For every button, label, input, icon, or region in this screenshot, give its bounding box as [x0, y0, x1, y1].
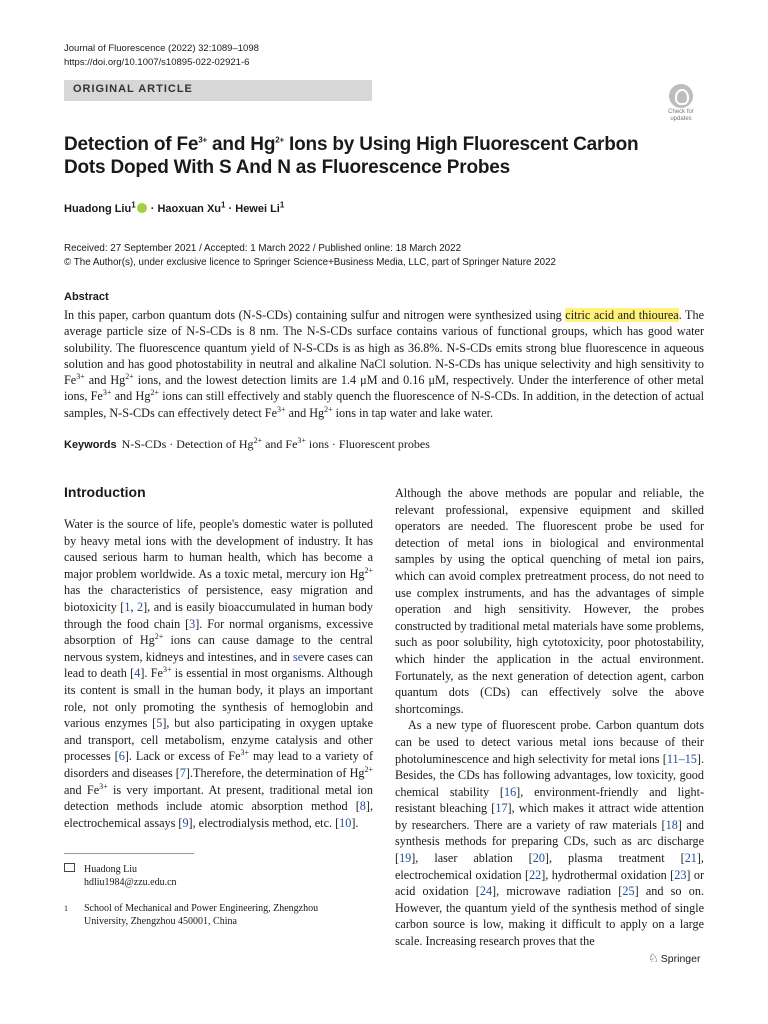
journal-citation: Journal of Fluorescence (2022) 32:1089–1098	[64, 43, 259, 54]
citation-link[interactable]: 11–15	[666, 751, 697, 766]
doi-link[interactable]: https://doi.org/10.1007/s10895-022-02921-6	[64, 57, 250, 68]
abstract-run: ions in tap water and lake water.	[332, 405, 494, 420]
springer-horse-icon: ♘	[648, 951, 659, 965]
publication-history	[64, 242, 556, 270]
body-column-left	[64, 516, 373, 831]
citation-link[interactable]: 5	[156, 716, 163, 731]
citation-link[interactable]: 6	[118, 749, 125, 764]
citation-link[interactable]: 7	[179, 765, 186, 780]
section-heading-introduction: Introduction	[64, 484, 146, 500]
citation-link[interactable]: 17	[495, 801, 508, 816]
history-dates: Received: 27 September 2021 / Accepted: 1 March 2022 / Published online: 18 March 2022	[64, 243, 462, 254]
citation-link[interactable]: 20	[532, 851, 545, 866]
abstract-run: In this paper, carbon quantum dots (N-S-CDs) containing sulfur and nitrogen were synthesized using	[64, 308, 566, 322]
affiliation-line: University, Zhengzhou 450001, China	[84, 916, 237, 927]
citation-link[interactable]: 4	[134, 666, 141, 681]
abstract-run: and Hg	[84, 373, 126, 388]
body-column-right	[395, 485, 704, 950]
check-for-updates-badge[interactable]	[660, 84, 702, 126]
keyword-run: ions · Fluorescent probes	[305, 437, 430, 451]
paragraph: As a new type of fluorescent probe. Carbon quantum dots can be used to detect various metal ions because of their photoluminescence and high selectivity for metal ions [11–15]. Besides, the CDs has following advantages, low toxicity, good chemical stability [16], environment-friendly and light-resistant bleaching [17], which makes it attract wide attention by researchers. There are a variety of raw materials [18] and synthesis methods for preparing CDs, such as arc discharge [19], laser ablation [20], plasma treatment [21], electrochemical oxidation [22], hydrothermal oxidation [23] or acid oxidation [24], microwave radiation [25] and so on. However, the quantum yield of the synthesis method of single carbon source is low, making it difficult to apply on a large scale. Increasing research proves that the	[395, 718, 705, 949]
citation-link[interactable]: 25	[622, 884, 635, 899]
footnote-divider	[64, 853, 194, 854]
journal-info	[64, 42, 259, 70]
citation-link[interactable]: 1	[124, 599, 131, 614]
envelope-icon	[64, 863, 75, 872]
affiliation-line: School of Mechanical and Power Engineering, Zhengzhou	[84, 903, 319, 914]
highlighted-text[interactable]: citric acid and thiourea	[565, 308, 679, 322]
ion-charge: 2+	[253, 436, 263, 445]
title-text: Ions by Using High Fluorescent Carbon Dots Doped With S And N as Fluorescence Probes	[64, 134, 639, 178]
publisher-name: Springer	[660, 953, 701, 965]
paragraph: Water is the source of life, people's domestic water is polluted by heavy metal ions with the development of industry. It has caused serious harm to human health, which has become a major problem worldwide. As a toxic metal, mercury ion $Hg^{2+}$ has the characteristics of persistence, easy migration and biotoxicity [1, 2], and is easily bioaccumulated in human body through the food chain [3]. For normal organisms, excessive absorption of $Hg^{2+}$ ions can cause damage to the central nervous system, kidneys and intestines, and in severe cases can lead to death [4]. $Fe^{3+}$ is essential in most organisms. Although its content is small in the human body, it plays an important role, not only promoting the synthesis of hemoglobin and various enzymes [5], but also participating in oxygen uptake and transport, cell metabolism, enzyme catalysis and other processes [6]. Lack or excess of $Fe^{3+}$ may lead to a variety of disorders and diseases [7].Therefore, the determination of $Hg^{2+}$ and $Fe^{3+}$ is very important. At present, traditional metal ion detection methods include atomic absorption method [8], electrochemical assays [9], electrodialysis method, etc. [10].	[64, 517, 374, 830]
ion-charge: 2+	[150, 388, 159, 398]
abstract-run: ions can still effectively and stably quench the fluorescence of N-S-CDs. In addition, in the detection of actual samples, N-S-CDs can effectively detect Fe	[64, 389, 704, 420]
copyright-line: © The Author(s), under exclusive licence to Springer Science+Business Media, LLC, part of Springer Nature 2022	[64, 257, 556, 268]
keywords-heading: Keywords	[64, 439, 117, 451]
title-superscript: 3+	[198, 135, 207, 145]
author-name[interactable]: Huadong Liu	[64, 203, 132, 215]
citation-link[interactable]: 21	[684, 851, 697, 866]
title-superscript: 2+	[275, 135, 284, 145]
orcid-icon[interactable]	[137, 203, 147, 213]
citation-link[interactable]: 24	[479, 884, 493, 899]
keyword-run: and Fe	[262, 437, 298, 451]
ion-charge: 2+	[324, 404, 333, 414]
author-name[interactable]: · Hewei Li	[225, 203, 280, 215]
paragraph: Although the above methods are popular and reliable, the relevant professional, expensive equipment and skilled operators are needed. The fluorescent probe be used for detection of metal ions in biological and environmental samples by using the optical quenching of metal ion pairs, which can avoid complex pretreatment process, do not need to use complex instruments, and has the advantages of simple operation and high sensitivity. However, the probes constructed by traditional metal materials have some problems, such as poor solubility, high cytotoxicity, poor photostability, which hinder the application in the actual environment. Fortunately, as the next generation of detection agent, carbon quantum dots (CDs) can effectively solve the above shortcomings.	[395, 486, 704, 716]
ion-charge: 3+	[297, 436, 306, 445]
citation-link[interactable]: 23	[674, 867, 687, 882]
citation-link[interactable]: 8	[359, 799, 366, 814]
keyword-run: N-S-CDs · Detection of Hg	[121, 437, 254, 451]
contact-name: Huadong Liu	[84, 864, 138, 875]
ion-charge: 2+	[125, 372, 134, 382]
abstract-run: ions, and the lowest detection limits are 1.4 μM and 0.16 μM, respectively. Under the interference of other metal ions, Fe	[64, 373, 705, 404]
abstract-run: and Hg	[111, 389, 151, 404]
author-list	[64, 200, 285, 215]
affiliation-number: 1	[64, 904, 68, 913]
badge-label: Check for updates	[668, 109, 694, 122]
inline-link[interactable]: se	[292, 649, 304, 664]
citation-link[interactable]: 3	[189, 616, 196, 631]
citation-link[interactable]: 10	[339, 815, 352, 830]
affiliation-marker: 1	[131, 200, 136, 210]
ion-charge: 3+	[76, 372, 85, 382]
title-text: and Hg	[206, 134, 276, 155]
citation-link[interactable]: 9	[182, 815, 189, 830]
affiliation-marker: 1	[221, 200, 226, 210]
article-type-label: ORIGINAL ARTICLE	[73, 83, 193, 95]
keywords	[64, 437, 430, 452]
article-title	[64, 133, 664, 179]
citation-link[interactable]: 19	[399, 851, 412, 866]
contact-email[interactable]: hdliu1984@zzu.edu.cn	[84, 877, 177, 888]
citation-link[interactable]: 2	[137, 599, 144, 614]
ion-charge: 3+	[102, 388, 112, 398]
abstract-run: and Hg	[285, 405, 325, 420]
title-text: Detection of Fe	[64, 134, 199, 155]
abstract-run: . The average particle size of N-S-CDs is 8 nm. The N-S-CDs surface contains various of functional groups, which has good water solubility. The fluorescence quantum yield of N-S-CDs is as high as 36.8%. N-S-CDs emits strong blue fluorescence in aqueous solution and has good photostability in neutral and alkaline NaCl solution. N-S-CDs has unique selectivity and high sensitivity to Fe	[64, 308, 704, 388]
ion-charge: 3+	[277, 404, 286, 414]
affiliation-marker: 1	[279, 200, 285, 210]
citation-link[interactable]: 22	[529, 867, 542, 882]
citation-link[interactable]: 18	[665, 817, 678, 832]
abstract-text	[64, 307, 704, 421]
abstract-heading: Abstract	[64, 291, 109, 303]
author-name[interactable]: · Haoxuan Xu	[147, 203, 222, 215]
article-type-band	[64, 80, 372, 101]
affiliation-note	[64, 902, 318, 928]
citation-link[interactable]: 16	[503, 784, 517, 799]
springer-logo	[648, 951, 700, 965]
corresponding-author-note	[64, 863, 177, 889]
update-icon	[669, 84, 693, 108]
